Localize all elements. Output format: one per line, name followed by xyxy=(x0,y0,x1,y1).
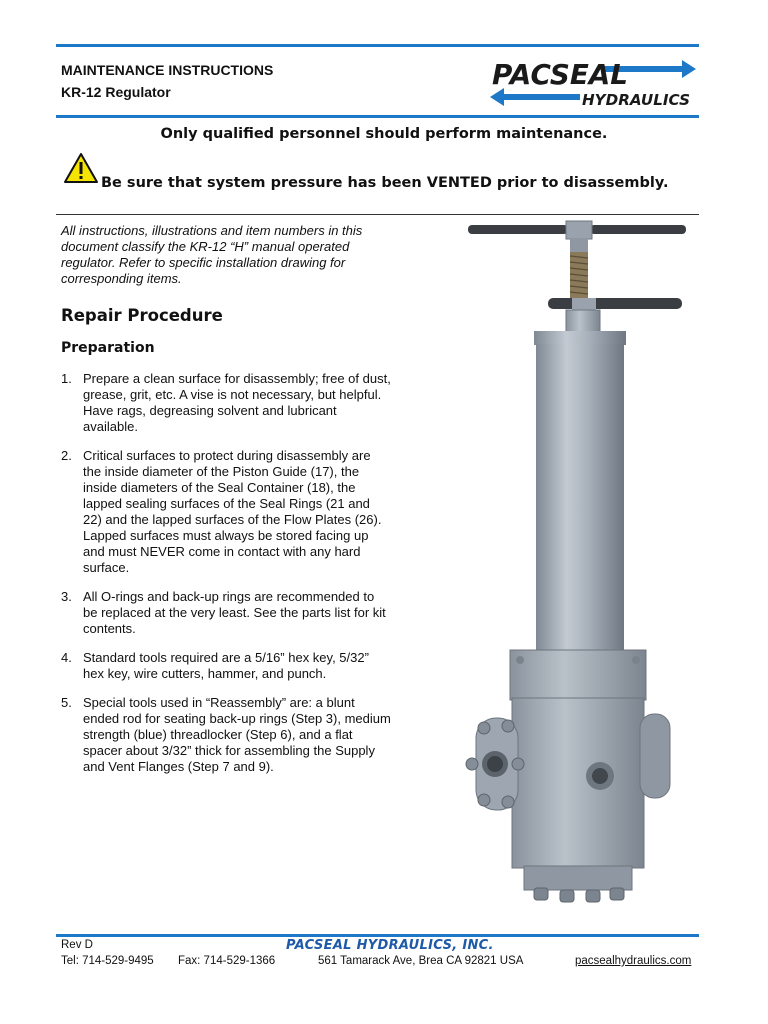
step-number: 2. xyxy=(61,448,72,463)
step-text: Standard tools required are a 5/16” hex key, 5/32” hex key, wire cutters, hammer, and punch. xyxy=(83,650,369,681)
step-text: Critical surfaces to protect during disassembly are the inside diameter of the Piston Guide (17), the inside diameters of the Seal Container (18), the lapped sealing surfaces of the Seal Rings (21 and 22) and the lapped surfaces of the Flow Plates (26). Lapped surfaces must always be stored facing up and must NEVER come in contact with any hard surface. xyxy=(83,448,382,575)
section-divider xyxy=(56,214,699,215)
step-text: All O-rings and back-up rings are recommended to be replaced at the very least. See the parts list for kit contents. xyxy=(83,589,386,636)
website-link[interactable]: pacsealhydraulics.com xyxy=(575,955,692,967)
list-item xyxy=(61,695,391,775)
telephone: Tel: 714-529-9495 xyxy=(61,955,154,967)
qualified-personnel-notice: Only qualified personnel should perform maintenance. xyxy=(160,126,608,142)
logo-wordmark-line2: HYDRAULICS xyxy=(582,91,690,109)
list-item xyxy=(61,650,391,682)
warning-triangle-icon xyxy=(63,152,99,184)
regulator-photo xyxy=(462,218,694,918)
header-bottom-rule xyxy=(56,115,699,118)
step-number: 1. xyxy=(61,371,72,386)
step-number: 3. xyxy=(61,589,72,604)
document-model: KR-12 Regulator xyxy=(61,84,171,100)
company-name: PACSEAL HYDRAULICS, INC. xyxy=(286,938,494,953)
header-top-rule xyxy=(56,44,699,47)
preparation-steps xyxy=(61,371,391,788)
subsection-title: Preparation xyxy=(61,340,155,356)
list-item xyxy=(61,448,391,576)
list-item xyxy=(61,589,391,637)
address: 561 Tamarack Ave, Brea CA 92821 USA xyxy=(318,955,524,967)
document-type: MAINTENANCE INSTRUCTIONS xyxy=(61,62,274,78)
pacseal-logo xyxy=(486,54,698,112)
step-text: Prepare a clean surface for disassembly; free of dust, grease, grit, etc. A vise is not necessary, but helpful. Have rags, degreasing solvent and lubricant available. xyxy=(83,371,391,434)
intro-paragraph: All instructions, illustrations and item numbers in this document classify the KR-12 “H” manual operated regulator. Refer to specific installation drawing for corresponding items. xyxy=(61,223,363,286)
step-number: 4. xyxy=(61,650,72,665)
step-text: Special tools used in “Reassembly” are: a blunt ended rod for seating back-up rings (Step 3), medium strength (blue) threadlocker (Step 6), and a flat spacer about 3/32” thick for assembling the Supply and Vent Flanges (Step 7 and 9). xyxy=(83,695,391,774)
vent-pressure-warning: Be sure that system pressure has been VENTED prior to disassembly. xyxy=(101,175,669,191)
step-number: 5. xyxy=(61,695,72,710)
fax: Fax: 714-529-1366 xyxy=(178,955,276,967)
list-item xyxy=(61,371,391,435)
logo-wordmark-line1: PACSEAL xyxy=(492,58,628,91)
revision: Rev D xyxy=(61,939,93,951)
section-title: Repair Procedure xyxy=(61,306,223,325)
footer-rule xyxy=(56,934,699,937)
